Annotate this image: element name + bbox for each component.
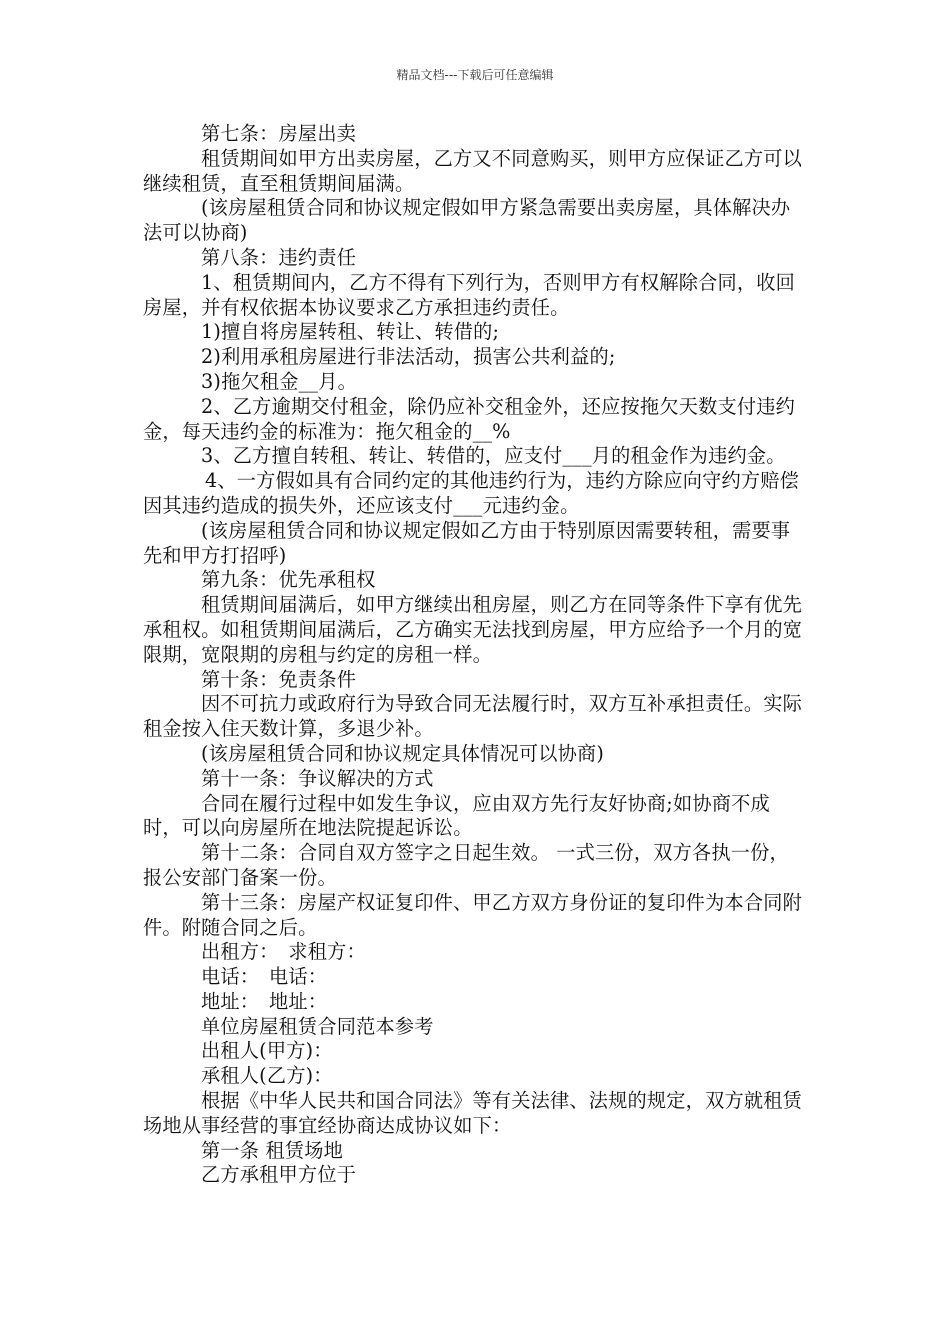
section-heading: 第十一条：争议解决的方式 [201, 766, 434, 790]
paragraph-note: (该房屋租赁合同和协议规定具体情况可以协商) [201, 741, 605, 765]
paragraph: 1、租赁期间内，乙方不得有下列行为，否则甲方有权解除合同，收回房屋，并有权依据本协议要求乙方承担违约责任。 [143, 270, 796, 319]
section-heading: 第八条：违约责任 [201, 245, 357, 269]
paragraph: 2、乙方逾期交付租金，除仍应补交租金外，还应按拖欠天数支付违约金，每天违约金的标准为：拖欠租金的__% [143, 394, 796, 443]
page-header: 精品文档---下载后可任意编辑 [396, 68, 554, 82]
paragraph: 3、乙方擅自转租、转让、转借的，应支付___月的租金作为违约金。 [201, 444, 786, 468]
paragraph: 合同在履行过程中如发生争议，应由双方先行友好协商;如协商不成时，可以向房屋所在地法院提起诉讼。 [143, 791, 770, 840]
paragraph: 因不可抗力或政府行为导致合同无法履行时，双方互补承担责任。实际租金按入住天数计算，多退少补。 [143, 692, 803, 741]
paragraph: 第十三条：房屋产权证复印件、甲乙方双方身份证的复印件为本合同附件。附随合同之后。 [143, 890, 803, 939]
list-item: 2)利用承租房屋进行非法活动，损害公共利益的; [201, 345, 616, 369]
signature-line: 电话： 电话： [201, 965, 328, 989]
document-body [143, 122, 808, 1188]
paragraph-note: (该房屋租赁合同和协议规定假如甲方紧急需要出卖房屋，具体解决办法可以协商) [143, 196, 791, 245]
party-line: 出租人(甲方)： [201, 1039, 333, 1063]
paragraph: 4、一方假如具有合同约定的其他违约行为，违约方除应向守约方赔偿因其违约造成的损失外，还应该支付___元违约金。 [143, 469, 800, 517]
list-item: 1)擅自将房屋转租、转让、转借的; [201, 320, 500, 344]
paragraph: 租赁期间如甲方出卖房屋，乙方又不同意购买，则甲方应保证乙方可以继续租赁，直至租赁期间届满。 [143, 146, 803, 195]
signature-line: 出租方： 求租方： [201, 940, 366, 964]
document-subtitle: 单位房屋租赁合同范本参考 [201, 1014, 434, 1038]
paragraph: 乙方承租甲方位于 [201, 1163, 357, 1187]
paragraph: 租赁期间届满后，如甲方继续出租房屋，则乙方在同等条件下享有优先承租权。如租赁期间届满后，乙方确实无法找到房屋，甲方应给予一个月的宽限期，宽限期的房租与约定的房租一样。 [143, 593, 803, 666]
signature-line: 地址： 地址： [201, 989, 328, 1013]
paragraph: 根据《中华人民共和国合同法》等有关法律、法规的规定，双方就租赁场地从事经营的事宜经协商达成协议如下： [143, 1089, 803, 1137]
party-line: 承租人(乙方)： [201, 1064, 333, 1088]
section-heading: 第一条 租赁场地 [201, 1138, 344, 1162]
section-heading: 第十条：免责条件 [201, 667, 357, 691]
section-heading: 第七条：房屋出卖 [201, 122, 357, 145]
section-heading: 第九条：优先承租权 [201, 568, 376, 592]
paragraph: 第十二条：合同自双方签字之日起生效。 一式三份，双方各执一份，报公安部门备案一份。 [143, 841, 789, 889]
list-item: 3)拖欠租金__月。 [201, 369, 358, 393]
paragraph-note: (该房屋租赁合同和协议规定假如乙方由于特别原因需要转租，需要事先和甲方打招呼) [143, 518, 791, 567]
